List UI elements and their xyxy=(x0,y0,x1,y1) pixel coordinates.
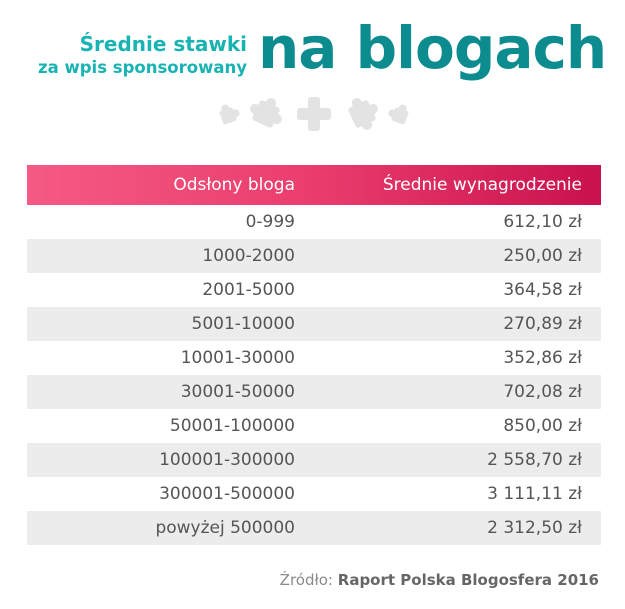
puzzle-icon-right xyxy=(345,92,385,134)
table-row xyxy=(27,375,601,409)
subtitle-line-2: za wpis sponsorowany xyxy=(38,58,247,77)
table-body xyxy=(27,205,601,545)
views-range-cell: 10001-30000 xyxy=(180,348,295,368)
table-row xyxy=(27,341,601,375)
source-label: Źródło: xyxy=(279,571,333,589)
source-name: Raport Polska Blogosfera 2016 xyxy=(337,571,599,589)
average-rate-cell: 270,89 zł xyxy=(503,314,582,334)
views-range-cell: 50001-100000 xyxy=(169,416,295,436)
views-range-cell: 300001-500000 xyxy=(159,484,295,504)
views-range-cell: 30001-50000 xyxy=(180,382,295,402)
views-range-cell: 1000-2000 xyxy=(202,246,295,266)
views-range-cell: 100001-300000 xyxy=(159,450,295,470)
small-puzzle-icon-left xyxy=(217,101,241,125)
average-rate-cell: 850,00 zł xyxy=(503,416,582,436)
column-header-views: Odsłony bloga xyxy=(173,175,295,195)
source-note xyxy=(280,571,599,589)
table-row xyxy=(27,307,601,341)
average-rate-cell: 3 111,11 zł xyxy=(487,484,582,504)
table-row xyxy=(27,477,601,511)
views-range-cell: powyżej 500000 xyxy=(155,518,295,538)
average-rate-cell: 364,58 zł xyxy=(503,280,582,300)
average-rate-cell: 352,86 zł xyxy=(503,348,582,368)
small-puzzle-icon-right xyxy=(386,101,410,125)
average-rate-cell: 250,00 zł xyxy=(503,246,582,266)
headline: na blogach xyxy=(258,14,607,82)
title-block xyxy=(0,12,625,92)
subtitle-line-1: Średnie stawki xyxy=(79,32,247,56)
plus-puzzle-icon-center xyxy=(297,97,331,131)
table-header xyxy=(27,165,601,205)
rates-table xyxy=(27,165,601,545)
average-rate-cell: 2 558,70 zł xyxy=(487,450,582,470)
column-header-rate: Średnie wynagrodzenie xyxy=(382,175,582,195)
table-row xyxy=(27,511,601,545)
puzzle-icon-left xyxy=(246,92,289,131)
average-rate-cell: 2 312,50 zł xyxy=(487,518,582,538)
average-rate-cell: 612,10 zł xyxy=(503,212,582,232)
table-row xyxy=(27,273,601,307)
puzzle-decoration xyxy=(210,92,420,138)
average-rate-cell: 702,08 zł xyxy=(503,382,582,402)
table-row xyxy=(27,239,601,273)
table-row xyxy=(27,205,601,239)
views-range-cell: 0-999 xyxy=(245,212,295,232)
table-row xyxy=(27,409,601,443)
views-range-cell: 5001-10000 xyxy=(191,314,295,334)
views-range-cell: 2001-5000 xyxy=(202,280,295,300)
table-row xyxy=(27,443,601,477)
